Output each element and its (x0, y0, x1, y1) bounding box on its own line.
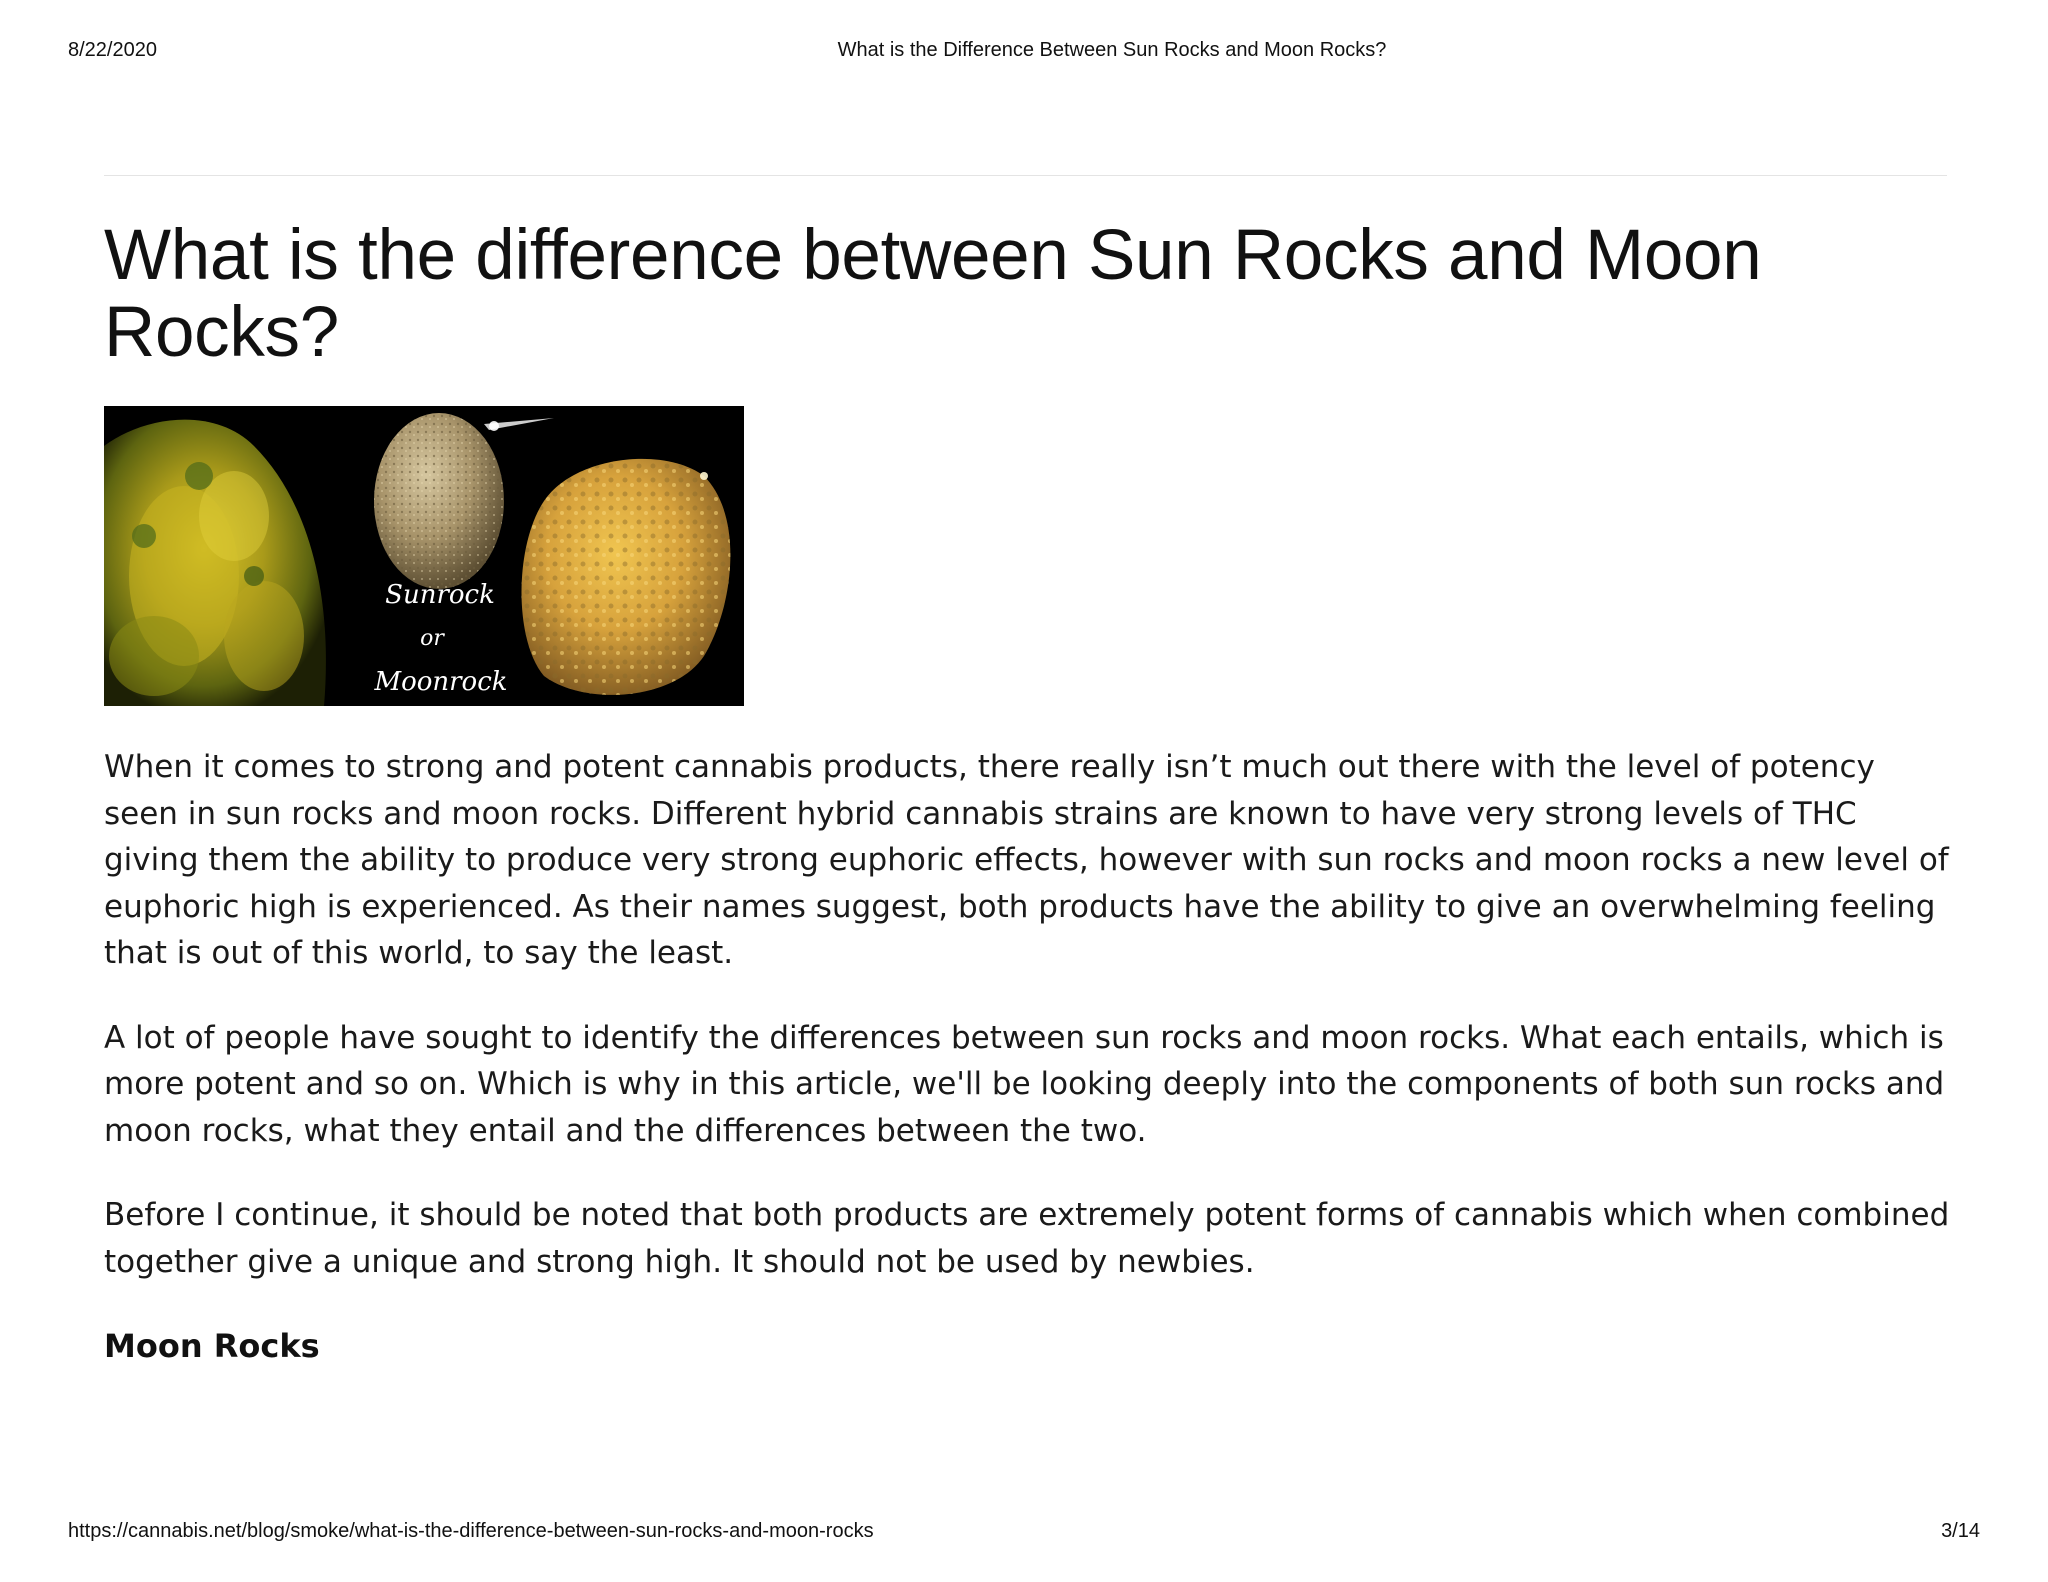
article-paragraph: Before I continue, it should be noted that both products are extremely potent forms of cannabis which when combined together give a unique and strong high. It should not be used by newbies. (104, 1197, 1950, 1280)
hero-caption-line-2: or (420, 626, 444, 651)
print-url: https://cannabis.net/blog/smoke/what-is-the-difference-between-sun-rocks-and-moon-rocks (68, 1520, 874, 1542)
article-paragraph: When it comes to strong and potent cannabis products, there really isn’t much out there with the level of potency seen in sun rocks and moon rocks. Different hybrid cannabis strains are known to have very strong levels of THC giving them the ability to produce very strong euphoric effects, however with sun rocks and moon rocks a new level of euphoric high is experienced. As their names suggest, both products have the ability to give an overwhelming feeling that is out of this world, to say the least. (104, 749, 1949, 971)
hero-caption-line-1: Sunrock (385, 580, 495, 610)
header-divider (104, 175, 1947, 176)
print-date: 8/22/2020 (68, 39, 157, 61)
sun-rock-graphic (522, 459, 731, 695)
article-title: What is the difference between Sun Rocks and Moon Rocks? (104, 216, 1762, 372)
print-page-number: 3/14 (1941, 1520, 1980, 1542)
hero-caption-line-3: Moonrock (374, 667, 508, 697)
article-paragraph: A lot of people have sought to identify the differences between sun rocks and moon rocks. What each entails, which is more potent and so on. Which is why in this article, we'll be looking deeply into the components of both sun rocks and moon rocks, what they entail and the differences between the two. (104, 1019, 1945, 1149)
hero-image (104, 406, 744, 706)
article-body (104, 744, 1954, 1369)
section-heading-moon-rocks: Moon Rocks (104, 1327, 320, 1365)
print-page-title: What is the Difference Between Sun Rocks and Moon Rocks? (837, 39, 1387, 61)
